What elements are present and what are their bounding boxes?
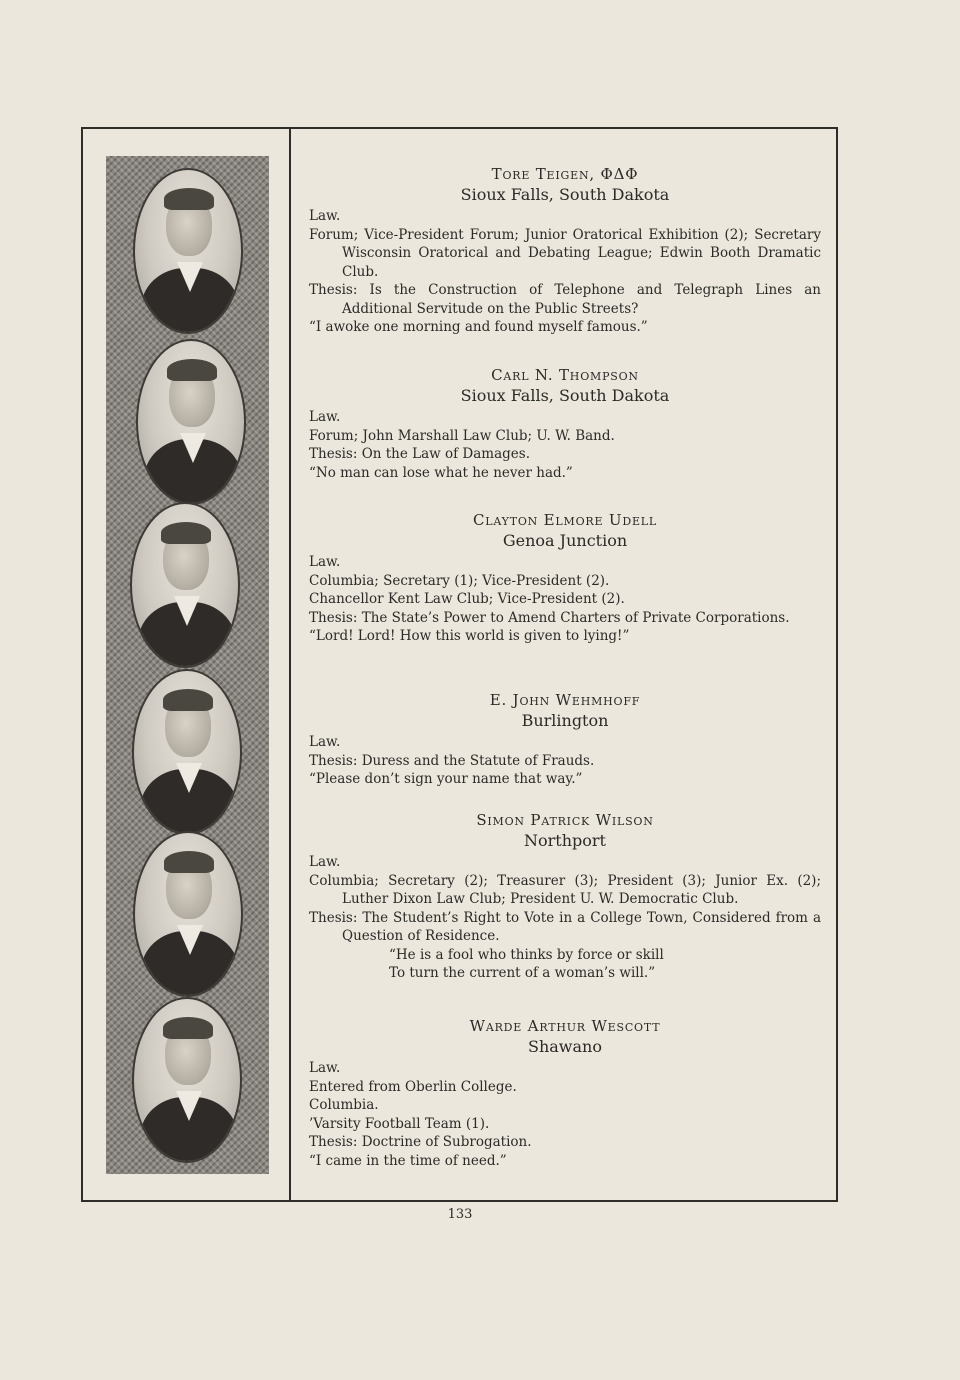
degree-line: Law. (309, 208, 341, 224)
entry-thompson (309, 365, 821, 482)
degree-line: Law. (309, 409, 341, 425)
portrait-wehmhoff (132, 669, 242, 835)
portrait-wilson (133, 831, 243, 997)
thesis-line: Thesis: The State’s Power to Amend Charters of Private Corporations. (309, 609, 790, 626)
quote-line: “He is a fool who thinks by force or skill (389, 946, 664, 963)
quote-line: “I came in the time of need.” (309, 1152, 507, 1169)
quote-line: “No man can lose what he never had.” (309, 464, 573, 481)
activities-line: Columbia; Secretary (2); Treasurer (3); President (3); Junior Ex. (2); Luther Dixon Law Club; President U. W. Democratic Club. (309, 872, 821, 907)
portrait-strip (106, 156, 269, 1174)
column-divider (289, 127, 291, 1202)
hometown: Burlington (521, 711, 609, 730)
activities-line: Entered from Oberlin College. (309, 1078, 517, 1095)
quote-line: “Please don’t sign your name that way.” (309, 771, 583, 787)
thesis-line: Thesis: Doctrine of Subrogation. (309, 1134, 532, 1150)
activities-line: Chancellor Kent Law Club; Vice-President (2). (309, 591, 625, 607)
hometown: Sioux Falls, South Dakota (460, 386, 670, 405)
activities-line: Columbia. (309, 1097, 379, 1113)
hometown: Genoa Junction (502, 531, 628, 550)
degree-line: Law. (309, 734, 341, 750)
portrait-thompson (136, 339, 246, 505)
page-number: 133 (447, 1207, 473, 1222)
entry-teigen (309, 164, 821, 337)
student-name: Carl N. Thompson (491, 366, 639, 384)
thesis-line: Thesis: The Student’s Right to Vote in a College Town, Considered from a Question of Residence. (309, 909, 821, 944)
degree-line: Law. (309, 554, 341, 570)
student-name: Tore Teigen, ΦΔΦ (491, 165, 639, 183)
activities-line: Forum; John Marshall Law Club; U. W. Band. (309, 427, 615, 444)
degree-line: Law. (309, 854, 341, 870)
portrait-udell (130, 502, 240, 668)
quote-line: To turn the current of a woman’s will.” (389, 965, 656, 981)
portrait-wescott (132, 997, 242, 1163)
entry-udell (309, 510, 821, 646)
activities-line: Columbia; Secretary (1); Vice-President (2). (309, 572, 610, 589)
activities-line: ’Varsity Football Team (1). (309, 1115, 490, 1132)
thesis-line: Thesis: Is the Construction of Telephone and Telegraph Lines an Additional Servitude on the Public Streets? (309, 282, 821, 317)
hometown: Sioux Falls, South Dakota (460, 185, 670, 204)
quote-line: “Lord! Lord! How this world is given to lying!” (309, 628, 630, 644)
quote-line: “I awoke one morning and found myself famous.” (309, 319, 648, 335)
entry-wescott (309, 1016, 821, 1170)
portrait-teigen (133, 168, 243, 334)
entry-wehmhoff (309, 690, 821, 789)
student-name: E. John Wehmhoff (489, 691, 641, 709)
thesis-line: Thesis: Duress and the Statute of Frauds. (309, 752, 595, 769)
student-name: Simon Patrick Wilson (476, 811, 654, 829)
student-name: Warde Arthur Wescott (469, 1017, 661, 1035)
student-name: Clayton Elmore Udell (472, 511, 657, 529)
degree-line: Law. (309, 1060, 341, 1076)
hometown: Shawano (528, 1037, 602, 1056)
activities-line: Forum; Vice-President Forum; Junior Oratorical Exhibition (2); Secretary Wisconsin Oratorical and Debating League; Edwin Booth Dramatic Club. (309, 226, 821, 280)
entry-wilson (309, 810, 821, 983)
hometown: Northport (524, 831, 606, 850)
thesis-line: Thesis: On the Law of Damages. (309, 446, 531, 462)
